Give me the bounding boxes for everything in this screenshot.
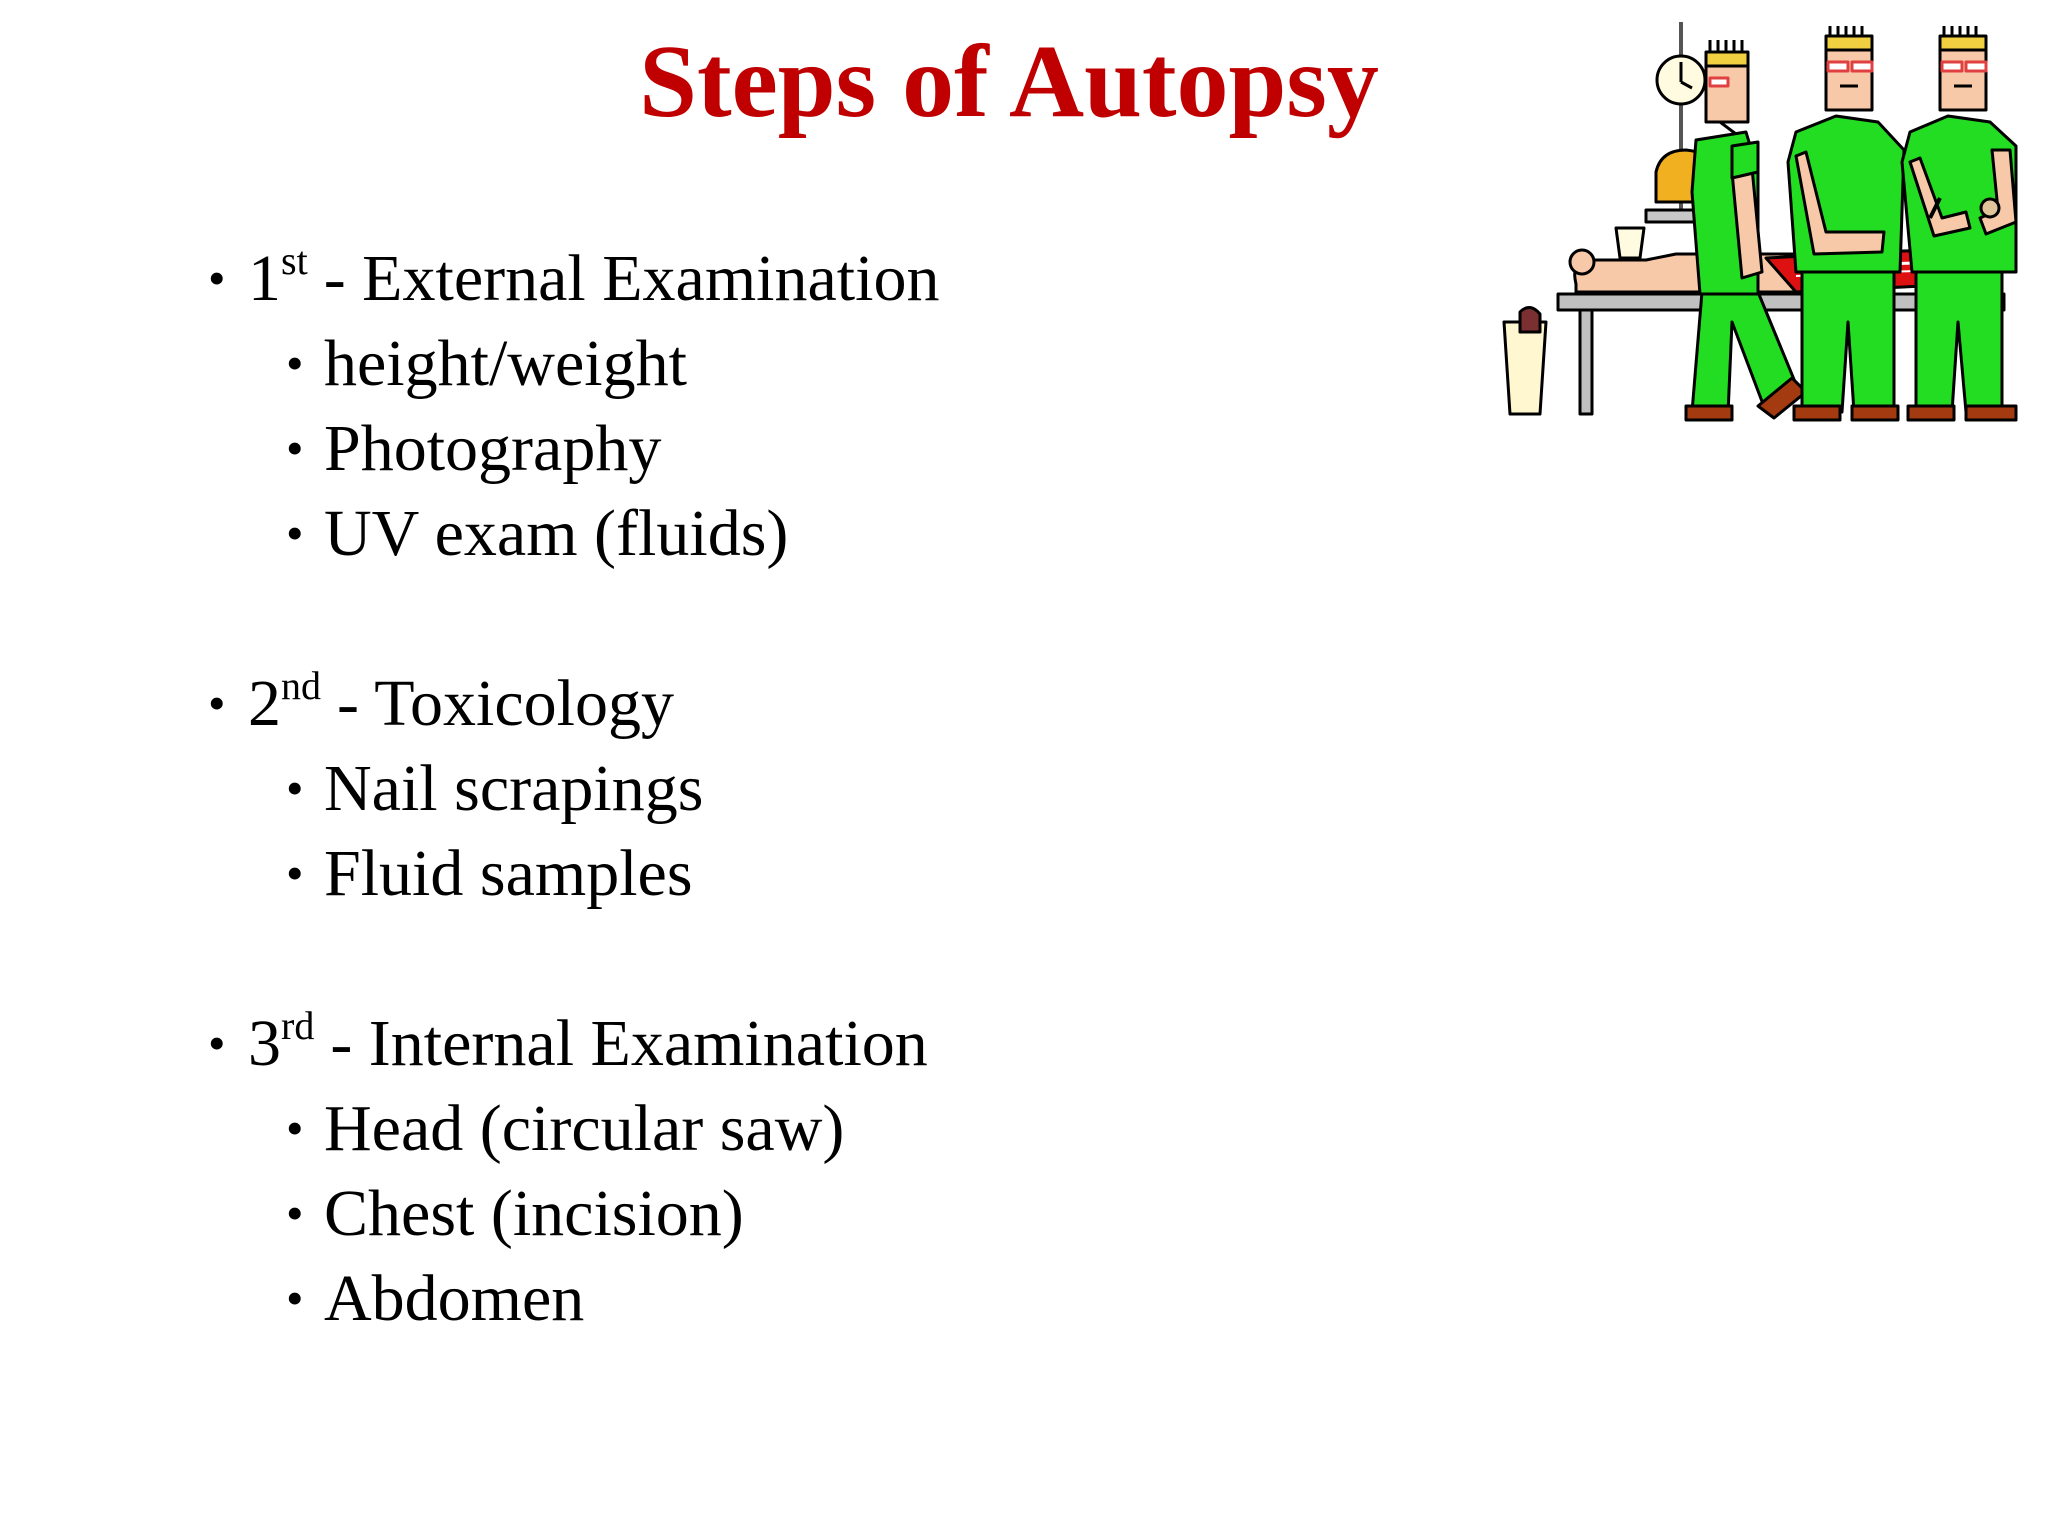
section-external-examination — [208, 236, 1408, 576]
list-item — [208, 406, 1408, 491]
step-number: 3 — [248, 1007, 281, 1080]
list-item-text: height/weight — [324, 327, 687, 400]
bullet-icon: • — [286, 335, 304, 391]
step-label: - Internal Examination — [330, 1007, 928, 1080]
step-ordinal-suffix: rd — [281, 1003, 315, 1048]
bullet-icon: • — [286, 845, 304, 901]
bullet-icon: • — [286, 420, 304, 476]
step-ordinal-suffix: nd — [281, 663, 321, 708]
step-label: - Toxicology — [337, 667, 674, 740]
bullet-icon: • — [286, 760, 304, 816]
section-internal-examination — [208, 1001, 1408, 1341]
step-number: 1 — [248, 242, 281, 315]
list-item — [208, 746, 1408, 831]
bullet-icon: • — [208, 1015, 226, 1071]
list-item — [208, 491, 1408, 576]
slide-title: Steps of Autopsy — [639, 24, 1379, 139]
bullet-icon: • — [208, 675, 226, 731]
list-item-text: Abdomen — [324, 1262, 585, 1335]
list-item-text: Fluid samples — [324, 837, 693, 910]
bullet-icon: • — [286, 505, 304, 561]
list-item-text: Photography — [324, 412, 662, 485]
list-item-text: Head (circular saw) — [324, 1092, 845, 1165]
list-item — [208, 1086, 1408, 1171]
step-number: 2 — [248, 667, 281, 740]
list-item-text: Chest (incision) — [324, 1177, 744, 1250]
list-item-text: Nail scrapings — [324, 752, 704, 825]
autopsy-scene-icon — [1496, 22, 2036, 422]
bullet-icon: • — [286, 1270, 304, 1326]
section-heading — [208, 1001, 1408, 1086]
bullet-outline — [208, 236, 1408, 1341]
step-label: - External Examination — [323, 242, 940, 315]
list-item — [208, 831, 1408, 916]
list-item-text: UV exam (fluids) — [324, 497, 789, 570]
bullet-icon: • — [286, 1100, 304, 1156]
list-item — [208, 1256, 1408, 1341]
bullet-icon: • — [286, 1185, 304, 1241]
step-ordinal-suffix: st — [281, 238, 308, 283]
section-heading — [208, 661, 1408, 746]
section-heading — [208, 236, 1408, 321]
bullet-icon: • — [208, 250, 226, 306]
list-item — [208, 1171, 1408, 1256]
section-toxicology — [208, 661, 1408, 916]
list-item — [208, 321, 1408, 406]
